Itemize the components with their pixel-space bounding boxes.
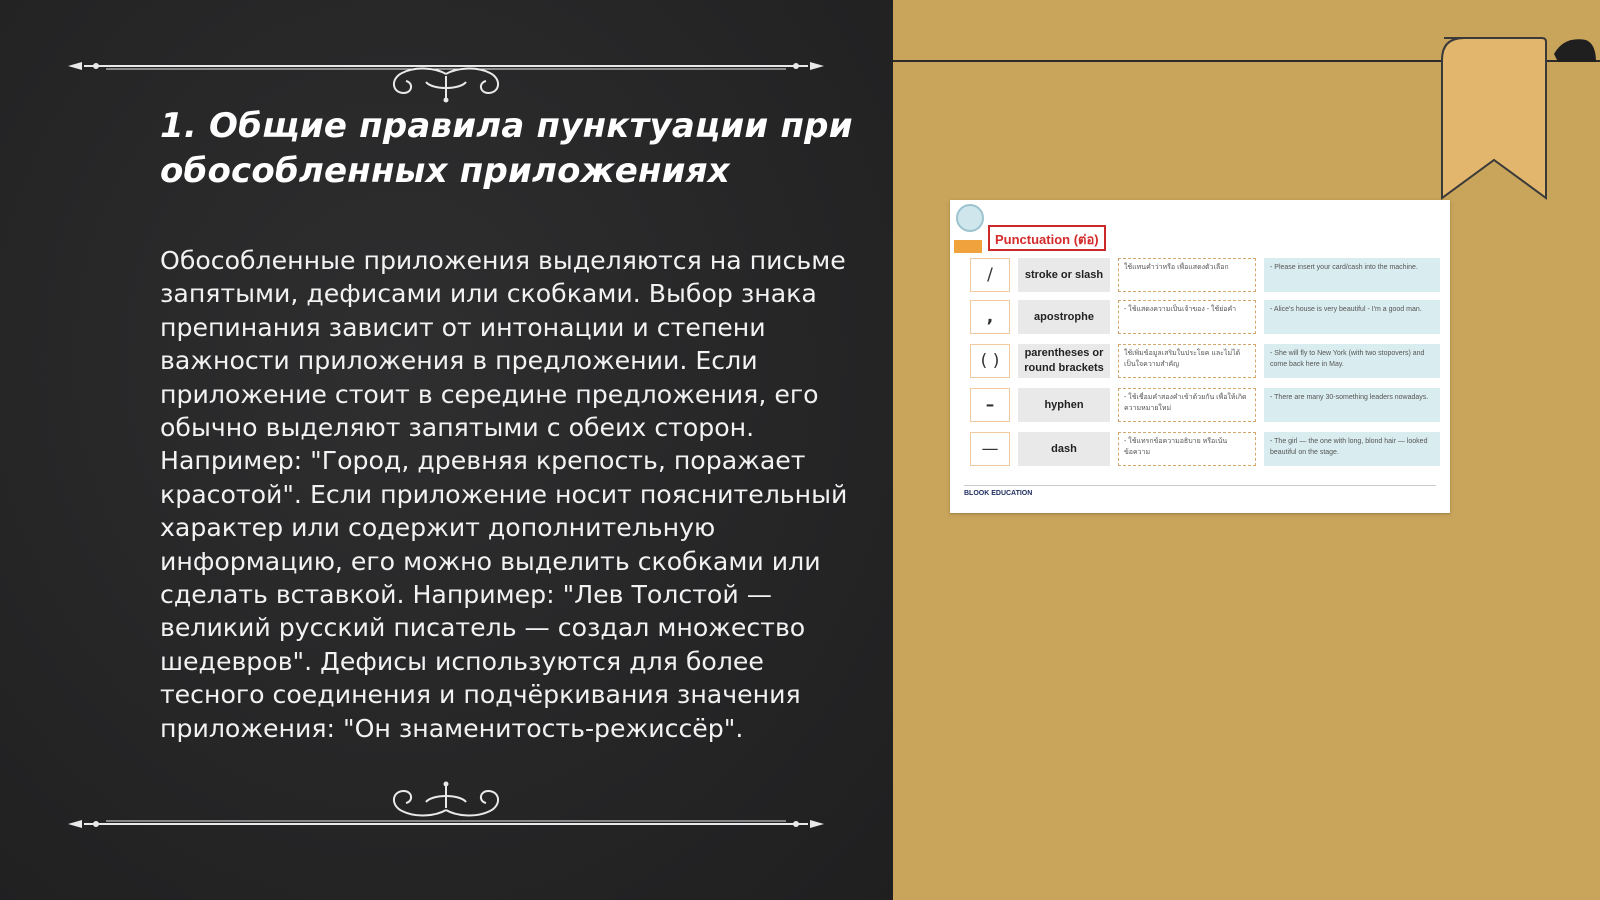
punctuation-symbol: – — [970, 388, 1010, 422]
punctuation-row — [970, 298, 1440, 336]
punctuation-name: parentheses or round brackets — [1018, 344, 1110, 378]
image-title: Punctuation (ต่อ) — [988, 225, 1106, 251]
punctuation-name: apostrophe — [1018, 300, 1110, 334]
punctuation-name: hyphen — [1018, 388, 1110, 422]
clock-icon — [956, 204, 984, 232]
punctuation-row — [970, 430, 1440, 468]
thai-description: ใช้แทนคำว่าหรือ เพื่อแสดงตัวเลือก — [1118, 258, 1256, 292]
thai-description: - ใช้แทรกข้อความอธิบาย หรือเน้นข้อความ — [1118, 432, 1256, 466]
punctuation-symbol: ( ) — [970, 344, 1010, 378]
punctuation-symbol: / — [970, 258, 1010, 292]
punctuation-row — [970, 342, 1440, 380]
image-footer-brand: BLOOK EDUCATION — [964, 490, 1033, 497]
bookmark-icon — [1436, 36, 1596, 201]
example-text: - The girl — the one with long, blond hair — looked beautiful on the stage. — [1264, 432, 1440, 466]
image-footer-rule — [964, 485, 1436, 486]
punctuation-name: stroke or slash — [1018, 258, 1110, 292]
punctuation-name: dash — [1018, 432, 1110, 466]
punctuation-symbol: — — [970, 432, 1010, 466]
punctuation-symbol: , — [970, 300, 1010, 334]
thai-description: - ใช้เชื่อมคำสองคำเข้าด้วยกัน เพื่อให้เกิดความหมายใหม่ — [1118, 388, 1256, 422]
punctuation-row — [970, 256, 1440, 294]
example-text: - She will fly to New York (with two stopovers) and come back here in May. — [1264, 344, 1440, 378]
example-text: - Alice's house is very beautiful - I'm a good man. — [1264, 300, 1440, 334]
punctuation-image — [950, 200, 1450, 513]
example-text: - There are many 30-something leaders nowadays. — [1264, 388, 1440, 422]
orange-tag — [954, 240, 982, 253]
example-text: - Please insert your card/cash into the machine. — [1264, 258, 1440, 292]
top-ornament — [66, 52, 826, 112]
thai-description: ใช้เพิ่มข้อมูลเสริมในประโยค และไม่ได้เป็นใจความสำคัญ — [1118, 344, 1256, 378]
bottom-ornament — [66, 772, 826, 832]
slide-title: 1. Общие правила пунктуации при обособленных приложениях — [160, 106, 853, 191]
body-text: Обособленные приложения выделяются на письме запятыми, дефисами или скобками. Выбор знака препинания зависит от интонации и степени важности приложения в предложении. Если приложение стоит в середине предложения, его обычно выделяют запятыми с обеих сторон. Например: "Город, древняя крепость, поражает красотой". Если приложение носит пояснительный характер или содержит дополнительную информацию, его можно выделить скобками или сделать вставкой. Например: "Лев Толстой — великий русский писатель — создал множество шедевров". Дефисы используются для более тесного соединения и подчёркивания значения приложения: "Он знаменитость-режиссёр". — [160, 246, 848, 743]
punctuation-row — [970, 386, 1440, 424]
thai-description: - ใช้แสดงความเป็นเจ้าของ - ใช้ย่อคำ — [1118, 300, 1256, 334]
